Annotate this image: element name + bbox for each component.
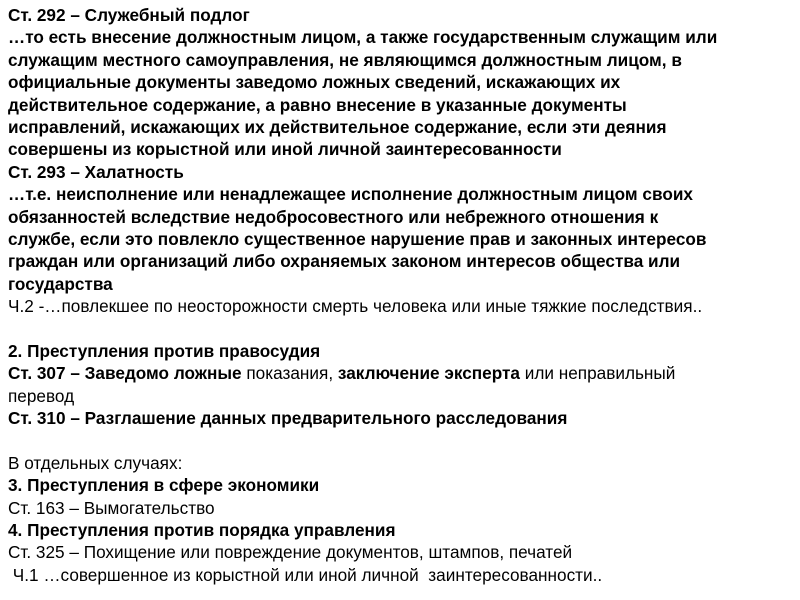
article-293-text-line: обязанностей вследствие недобросовестного или небрежного отношения к <box>8 206 659 227</box>
article-325-line: Ст. 325 – Похищение или повреждение документов, штампов, печатей <box>8 542 573 563</box>
section-3-heading: 3. Преступления в сфере экономики <box>8 475 320 496</box>
article-325-part-1-line: Ч.1 …совершенное из корыстной или иной личной заинтересованности.. <box>8 564 603 585</box>
article-292-text-line: действительное содержание, а равно внесение в указанные документы <box>8 94 627 115</box>
text-block <box>8 4 794 586</box>
article-293-text-line: …т.е. неисполнение или ненадлежащее исполнение должностным лицом своих <box>8 184 693 205</box>
article-292-text-line: совершены из корыстной или иной личной заинтересованности <box>8 139 562 160</box>
article-310-line: Ст. 310 – Разглашение данных предварительного расследования <box>8 408 568 429</box>
article-307-line <box>8 362 794 384</box>
article-292-text-line: …то есть внесение должностным лицом, а также государственным служащим или <box>8 27 718 48</box>
article-163-line: Ст. 163 – Вымогательство <box>8 497 215 518</box>
article-292-text-line: служащим местного самоуправления, не являющимся должностным лицом, в <box>8 49 682 70</box>
spacer <box>8 317 794 339</box>
article-293-text-line: службе, если это повлекло существенное нарушение прав и законных интересов <box>8 228 707 249</box>
article-307-title: Ст. 307 – Заведомо ложные <box>8 363 242 384</box>
spacer <box>8 429 794 451</box>
article-307-text-end: или неправильный <box>519 363 676 384</box>
article-292-text-line: исправлений, искажающих их действительное содержание, если эти деяния <box>8 116 667 137</box>
article-293-text-line: граждан или организаций либо охраняемых законом интересов общества или <box>8 251 681 272</box>
article-292-text-line: официальные документы заведомо ложных сведений, искажающих их <box>8 72 621 93</box>
section-2-heading: 2. Преступления против правосудия <box>8 340 321 361</box>
article-307-expert: заключение эксперта <box>337 363 520 384</box>
article-307-line-2: перевод <box>8 385 75 406</box>
special-cases-label: В отдельных случаях: <box>8 452 183 473</box>
article-307-text: показания, <box>241 363 338 384</box>
article-292-heading: Ст. 292 – Служебный подлог <box>8 5 250 25</box>
article-293-heading: Ст. 293 – Халатность <box>8 161 184 182</box>
section-4-heading: 4. Преступления против порядка управления <box>8 519 396 540</box>
article-293-part-2-line: Ч.2 -…повлекшее по неосторожности смерть человека или иные тяжкие последствия.. <box>8 296 703 317</box>
article-293-text-line: государства <box>8 273 113 294</box>
